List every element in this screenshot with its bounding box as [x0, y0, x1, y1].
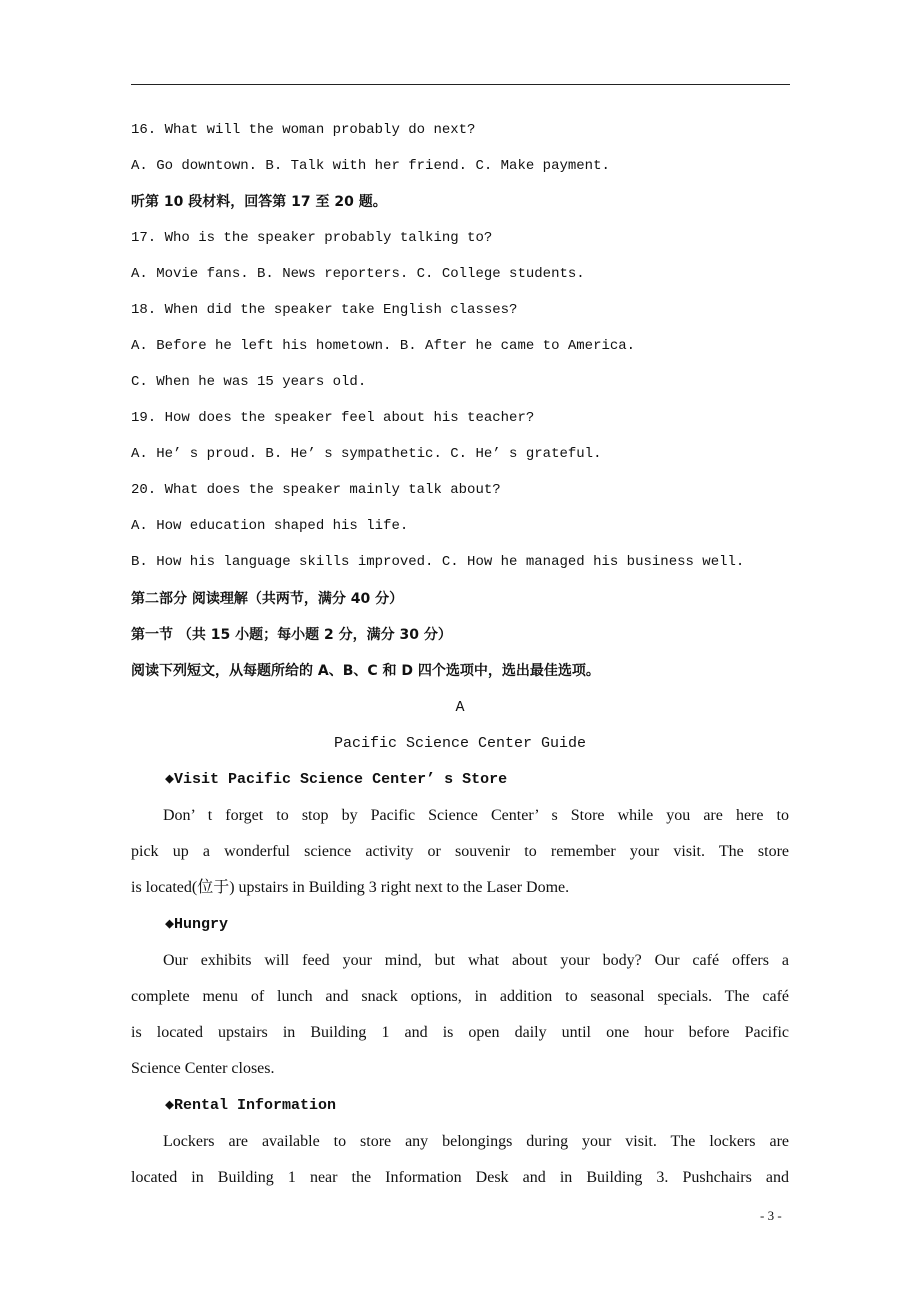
- part-heading: 第二部分 阅读理解（共两节，满分 40 分）: [131, 591, 404, 607]
- section-instruction: 听第 10 段材料，回答第 17 至 20 题。: [131, 194, 387, 210]
- header-rule: [131, 84, 790, 85]
- paragraph-line: complete menu of lunch and snack options, in addition to seasonal specials. The café: [131, 988, 789, 1005]
- paragraph-line: Science Center closes.: [131, 1060, 275, 1077]
- paragraph-line: located in Building 1 near the Information Desk and in Building 3. Pushchairs and: [131, 1169, 789, 1186]
- reading-instruction: 阅读下列短文，从每题所给的 A、B、C 和 D 四个选项中，选出最佳选项。: [131, 663, 600, 679]
- paragraph-line: Lockers are available to store any belongings during your visit. The lockers are: [163, 1133, 789, 1150]
- question-20: 20. What does the speaker mainly talk about?: [131, 482, 501, 498]
- question-20-options: B. How his language skills improved. C. How he managed his business well.: [131, 554, 745, 570]
- question-17-options: A. Movie fans. B. News reporters. C. College students.: [131, 266, 585, 282]
- rental-heading: ◆Rental Information: [165, 1097, 337, 1114]
- paragraph-line: pick up a wonderful science activity or souvenir to remember your visit. The store: [131, 843, 789, 860]
- paragraph-line: is located(位于) upstairs in Building 3 right next to the Laser Dome.: [131, 879, 570, 896]
- section-heading: 第一节 （共 15 小题；每小题 2 分，满分 30 分）: [131, 627, 452, 643]
- question-18: 18. When did the speaker take English classes?: [131, 302, 518, 318]
- question-18-options: A. Before he left his hometown. B. After he came to America.: [131, 338, 636, 354]
- question-20-options: A. How education shaped his life.: [131, 518, 409, 534]
- question-18-options: C. When he was 15 years old.: [131, 374, 367, 390]
- question-19-options: A. He’ s proud. B. He’ s sympathetic. C. He’ s grateful.: [131, 446, 602, 462]
- question-17: 17. Who is the speaker probably talking to?: [131, 230, 493, 246]
- paragraph-line: is located upstairs in Building 1 and is open daily until one hour before Pacific: [131, 1024, 789, 1041]
- passage-title: Pacific Science Center Guide: [333, 735, 587, 752]
- question-16: 16. What will the woman probably do next?: [131, 122, 476, 138]
- passage-letter: A: [455, 699, 465, 716]
- question-19: 19. How does the speaker feel about his teacher?: [131, 410, 535, 426]
- page-number: - 3 -: [760, 1208, 782, 1223]
- paragraph-line: Our exhibits will feed your mind, but what about your body? Our café offers a: [163, 952, 789, 969]
- paragraph-line: Don’ t forget to stop by Pacific Science Center’ s Store while you are here to: [163, 807, 789, 824]
- hungry-heading: ◆Hungry: [165, 916, 229, 933]
- store-heading: ◆Visit Pacific Science Center’ s Store: [165, 771, 508, 788]
- question-16-options: A. Go downtown. B. Talk with her friend. C. Make payment.: [131, 158, 610, 174]
